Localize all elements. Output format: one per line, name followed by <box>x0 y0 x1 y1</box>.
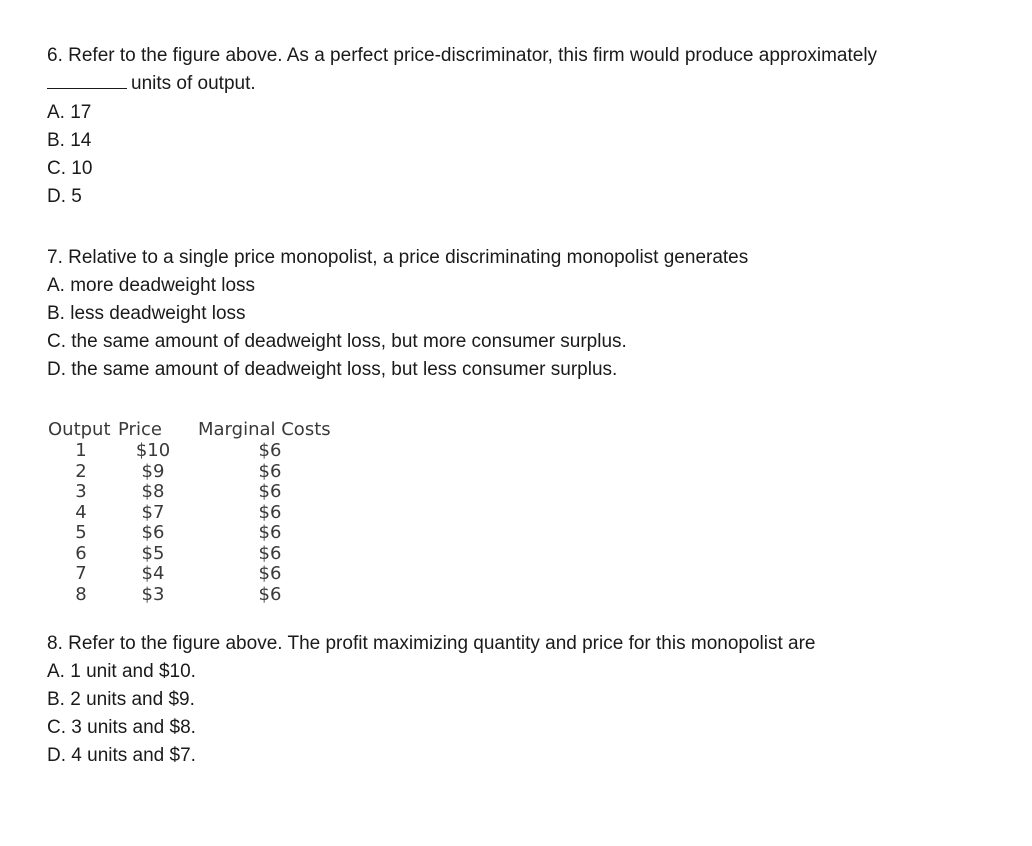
table-row <box>48 585 348 606</box>
option-d: D. 5 <box>47 186 82 207</box>
cell-output: 5 <box>75 522 87 543</box>
option-d: D. 4 units and $7. <box>47 745 196 766</box>
cell-output: 8 <box>75 583 87 605</box>
cell-marginal-cost: $6 <box>258 542 282 564</box>
cell-price: $9 <box>141 460 165 482</box>
option-c: C. 3 units and $8. <box>47 717 196 738</box>
cell-price: $10 <box>135 440 171 461</box>
cell-marginal-cost: $6 <box>258 563 282 584</box>
price-cost-table <box>48 419 348 605</box>
table-row <box>48 441 348 462</box>
option-a: A. more deadweight loss <box>47 275 256 296</box>
table-row <box>48 544 348 565</box>
table-row <box>48 462 348 483</box>
header-price: Price <box>118 419 162 440</box>
cell-marginal-cost: $6 <box>258 583 282 605</box>
cell-marginal-cost: $6 <box>258 501 282 523</box>
question-6 <box>47 42 997 211</box>
table-row <box>48 564 348 585</box>
header-output: Output <box>48 419 111 440</box>
question-7-stem: 7. Relative to a single price monopolist, a price discriminating monopolist generates <box>47 247 749 268</box>
cell-output: 2 <box>75 460 87 482</box>
option-b: B. 14 <box>47 130 92 151</box>
question-6-stem <box>47 42 997 98</box>
cell-output: 3 <box>75 481 87 502</box>
cell-price: $4 <box>141 563 165 584</box>
cell-price: $7 <box>141 501 165 523</box>
question-6-stem-text-2: units of output. <box>131 73 256 94</box>
option-a: A. 1 unit and $10. <box>47 661 196 682</box>
cell-price: $6 <box>141 522 165 543</box>
cell-output: 7 <box>75 563 87 584</box>
cell-price: $3 <box>141 583 165 605</box>
cell-marginal-cost: $6 <box>258 481 282 502</box>
cell-marginal-cost: $6 <box>258 522 282 543</box>
cell-output: 1 <box>75 440 87 461</box>
table-row <box>48 482 348 503</box>
answer-blank <box>47 70 127 89</box>
cell-marginal-cost: $6 <box>258 440 282 461</box>
header-marginal-costs: Marginal Costs <box>198 419 331 440</box>
option-c: C. 10 <box>47 158 93 179</box>
question-7 <box>47 244 748 384</box>
cell-marginal-cost: $6 <box>258 460 282 482</box>
question-6-stem-text: 6. Refer to the figure above. As a perfect price-discriminator, this firm would produce approximately <box>47 45 878 66</box>
option-c: C. the same amount of deadweight loss, but more consumer surplus. <box>47 331 627 352</box>
option-b: B. less deadweight loss <box>47 303 246 324</box>
question-8-stem: 8. Refer to the figure above. The profit maximizing quantity and price for this monopolist are <box>47 633 816 654</box>
option-a: A. 17 <box>47 102 92 123</box>
option-d: D. the same amount of deadweight loss, but less consumer surplus. <box>47 359 618 380</box>
table-row <box>48 503 348 524</box>
cell-output: 6 <box>75 542 87 564</box>
cell-price: $5 <box>141 542 165 564</box>
option-b: B. 2 units and $9. <box>47 689 195 710</box>
question-8 <box>47 630 816 770</box>
table-row <box>48 523 348 544</box>
cell-output: 4 <box>75 501 87 523</box>
cell-price: $8 <box>141 481 165 502</box>
